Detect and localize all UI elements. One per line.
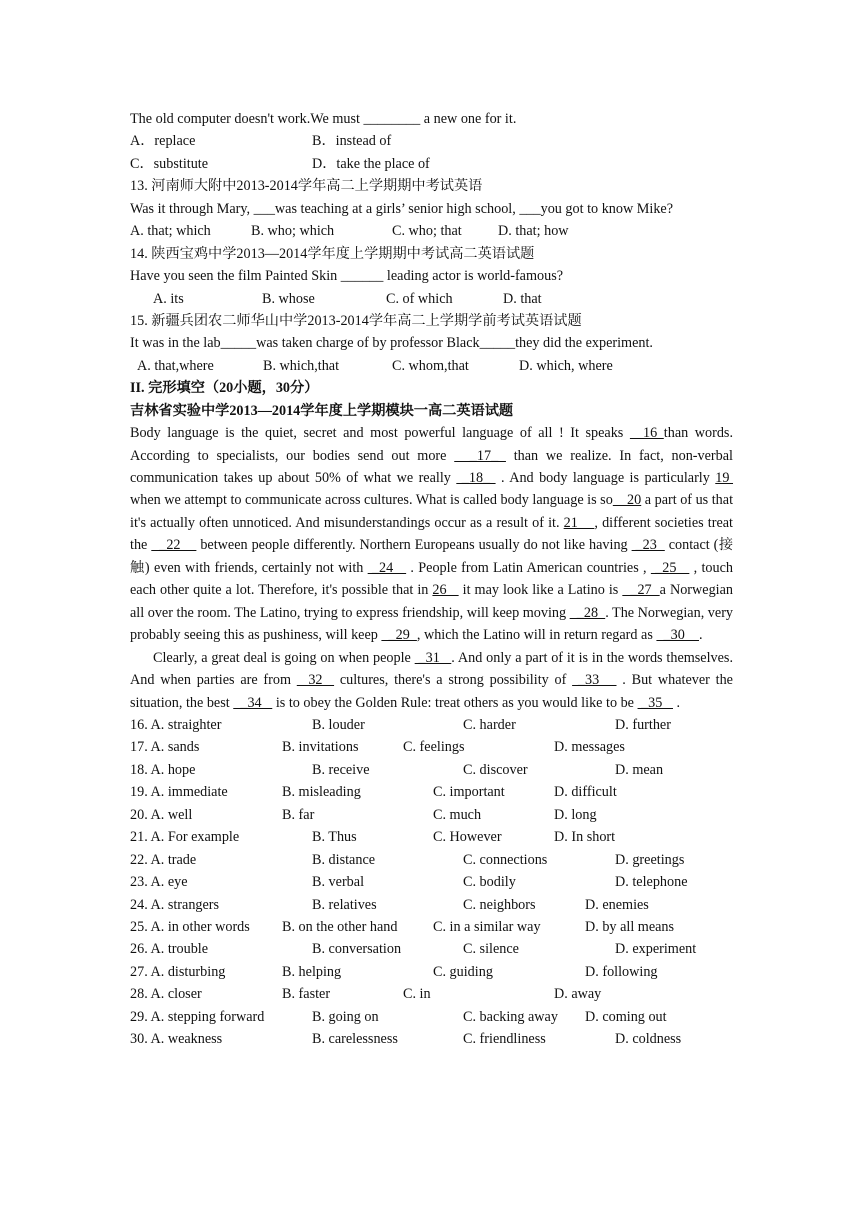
passage-paragraph-2: Clearly, a great deal is going on when people _31 . And only a part of it is in the words themselves. And when parties are from 32 cultures, there's a strong possibility of _33 . But whatever the situation, the best _34 is to obey the Golden Rule: treat others as you would like to be _35 . bbox=[130, 649, 733, 711]
blank-30: _30 bbox=[656, 627, 699, 644]
q15-options bbox=[130, 355, 733, 377]
option-a: A. that,where bbox=[137, 357, 214, 374]
options-row-19: 19. A. immediate B. misleading C. important D. difficult bbox=[130, 784, 617, 801]
passage-paragraph-1: Body language is the quiet, secret and most powerful language of all ! It speaks 16 than words. According to specialists, our bodies send out more _17_ than we realize. In fact, non-verbal communication takes up about 50% of what we really _18_ . And body language is particularly 19 when we attempt to communicate across cultures. What is called body language is so 20 a part of us that it's actually often unnoticed. And misunderstandings occur as a result of it. 21 , different societies treat the _22 between people differently. Northern Europeans usually do not like having _23 contact (接触) even with friends, certainly not with _24 . People from Latin American countries , _25 , touch each other quite a lot. Therefore, it's possible that in 26 it may look like a Latino is _27 a Norwegian all over the room. The Latino, trying to express friendship, will keep moving _28 . The Norwegian, very probably seeing this as pushiness, will keep _29 , which the Latino will in return regard as _30 . bbox=[130, 425, 734, 644]
options-row-16: 16. A. straighter B. louder C. harder D. further bbox=[130, 717, 671, 734]
blank-28: _28 bbox=[569, 604, 606, 621]
blank-24: _24 bbox=[367, 559, 407, 576]
options-row-27: 27. A. disturbing B. helping C. guiding D. following bbox=[130, 963, 658, 980]
options-row-30: 30. A. weakness B. carelessness C. friendliness D. coldness bbox=[130, 1031, 682, 1048]
option-c: C. of which bbox=[386, 290, 453, 307]
option-c: C．substitute bbox=[130, 155, 209, 172]
blank-33: _33 bbox=[572, 672, 617, 689]
options-row-21: 21. A. For example B. Thus C. However D. In short bbox=[130, 829, 616, 846]
answer-options bbox=[130, 714, 733, 1051]
blank-19: 19 bbox=[715, 470, 734, 487]
blank-26: 26 bbox=[432, 582, 459, 599]
option-a: A. its bbox=[153, 290, 184, 307]
option-d: D. which, where bbox=[519, 357, 613, 374]
passage-source: 吉林省实验中学2013—2014学年度上学期模块一高二英语试题 bbox=[130, 402, 514, 419]
q13-stem: Was it through Mary, ___was teaching at a girls’ senior high school, ___you got to know Mike? bbox=[130, 200, 674, 217]
options-row-25: 25. A. in other words B. on the other hand C. in a similar way D. by all means bbox=[130, 918, 675, 935]
blank-23: _23 bbox=[631, 537, 665, 554]
blank-31: _31 bbox=[414, 649, 452, 666]
blank-34: _34 bbox=[233, 694, 273, 711]
exam-page bbox=[130, 108, 733, 1051]
q12-stem: The old computer doesn't work.We must ________ a new one for it. bbox=[130, 111, 517, 127]
q12-options-row1 bbox=[130, 130, 733, 152]
q14-options bbox=[130, 288, 733, 310]
options-row-26: 26. A. trouble B. conversation C. silence D. experiment bbox=[130, 941, 697, 958]
option-b: B. whose bbox=[262, 290, 315, 307]
option-b: B．instead of bbox=[312, 133, 392, 150]
q13-source: 13. 河南师大附中2013-2014学年高二上学期期中考试英语 bbox=[130, 178, 483, 195]
options-row-28: 28. A. closer B. faster C. in D. away bbox=[130, 986, 602, 1003]
q12-options-row2 bbox=[130, 153, 733, 175]
blank-27: _27 bbox=[622, 582, 660, 599]
option-d: D. that; how bbox=[498, 223, 569, 240]
blank-22: _22 bbox=[151, 537, 197, 554]
options-row-17: 17. A. sands B. invitations C. feelings D. messages bbox=[130, 739, 625, 756]
section-heading: II. 完形填空（20小题，30分） bbox=[130, 380, 319, 397]
blank-20: 20 bbox=[612, 492, 642, 509]
option-d: D. that bbox=[503, 290, 542, 307]
q13-options bbox=[130, 220, 733, 242]
option-b: B. which,that bbox=[263, 357, 340, 374]
blank-35: _35 bbox=[637, 694, 673, 711]
blank-17: _17_ bbox=[454, 447, 506, 464]
options-row-22: 22. A. trade B. distance C. connections D. greetings bbox=[130, 851, 685, 868]
blank-21: 21 bbox=[563, 514, 595, 531]
option-a: A. that; which bbox=[130, 223, 211, 240]
blank-16: 16 bbox=[629, 425, 664, 442]
options-row-24: 24. A. strangers B. relatives C. neighbors D. enemies bbox=[130, 896, 649, 913]
option-b: B. who; which bbox=[251, 223, 335, 240]
blank-29: _29 bbox=[381, 627, 417, 644]
q14-stem: Have you seen the film Painted Skin ______ leading actor is world-famous? bbox=[130, 268, 564, 285]
q15-source: 15. 新疆兵团农二师华山中学2013-2014学年高二上学期学前考试英语试题 bbox=[130, 312, 582, 329]
q15-stem: It was in the lab_____was taken charge of by professor Black_____they did the experiment. bbox=[130, 335, 653, 352]
blank-32: 32 bbox=[296, 672, 335, 689]
options-row-18: 18. A. hope B. receive C. discover D. mean bbox=[130, 761, 664, 778]
option-c: C. who; that bbox=[392, 223, 462, 240]
blank-25: _25 bbox=[650, 559, 690, 576]
option-c: C. whom,that bbox=[392, 357, 469, 374]
options-row-20: 20. A. well B. far C. much D. long bbox=[130, 806, 597, 823]
option-a: A．replace bbox=[130, 133, 196, 150]
options-row-23: 23. A. eye B. verbal C. bodily D. telephone bbox=[130, 874, 688, 891]
option-d: D．take the place of bbox=[312, 155, 430, 172]
options-row-29: 29. A. stepping forward B. going on C. backing away D. coming out bbox=[130, 1008, 667, 1025]
q14-source: 14. 陕西宝鸡中学2013—2014学年度上学期期中考试高二英语试题 bbox=[130, 245, 535, 262]
blank-18: _18_ bbox=[456, 470, 496, 487]
